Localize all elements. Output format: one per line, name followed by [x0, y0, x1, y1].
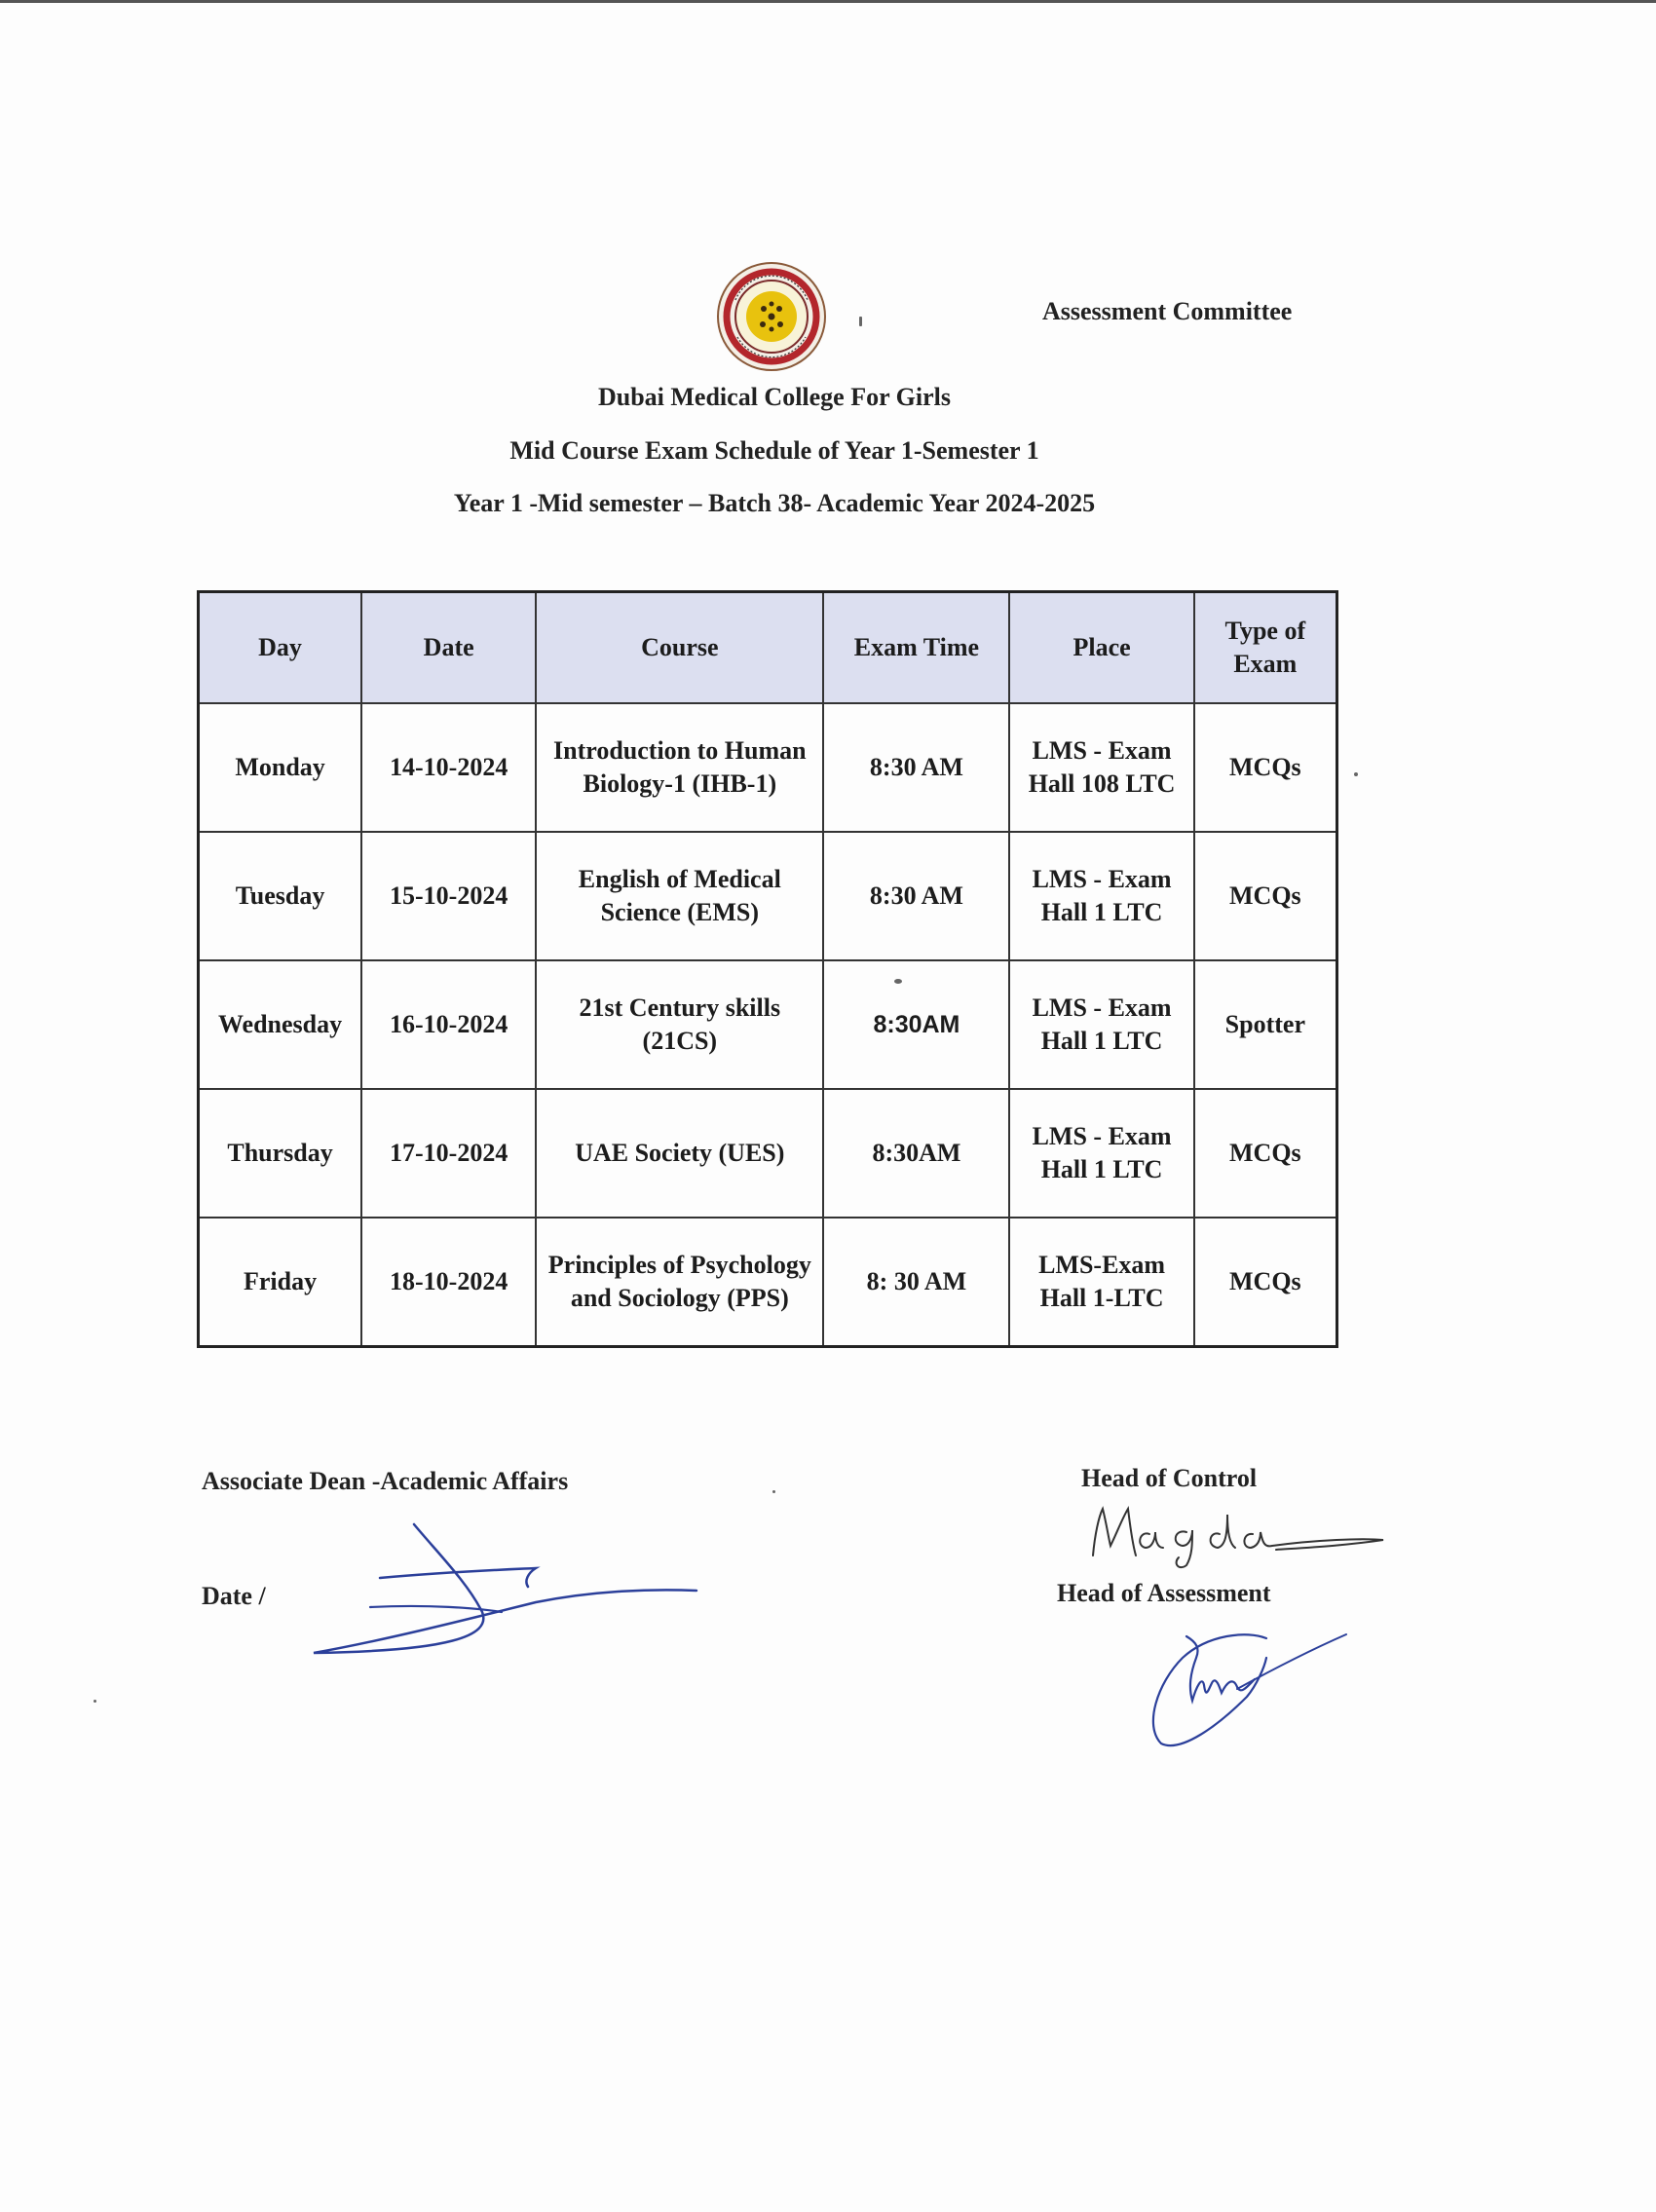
cell-type: Spotter [1194, 960, 1337, 1089]
head-of-assessment-signature [1140, 1629, 1354, 1755]
cell-place: LMS - Exam Hall 108 LTC [1009, 703, 1193, 832]
column-header-place: Place [1009, 592, 1193, 704]
schedule-title: Mid Course Exam Schedule of Year 1-Semester 1 [509, 436, 1039, 465]
scan-speck [94, 1700, 96, 1703]
scan-speck [1354, 772, 1358, 776]
college-seal-logo [716, 261, 827, 372]
table-row [199, 703, 1337, 832]
cell-day: Monday [199, 703, 362, 832]
cell-day: Wednesday [199, 960, 362, 1089]
cell-date: 18-10-2024 [361, 1218, 536, 1347]
cell-date: 17-10-2024 [361, 1089, 536, 1218]
column-header-date: Date [361, 592, 536, 704]
cell-date: 14-10-2024 [361, 703, 536, 832]
exam-schedule-table [197, 590, 1338, 1348]
column-header-course: Course [536, 592, 823, 704]
college-name: Dubai Medical College For Girls [597, 383, 952, 411]
cell-course: Introduction to Human Biology-1 (IHB-1) [536, 703, 823, 832]
table-row [199, 1218, 1337, 1347]
cell-type: MCQs [1194, 1089, 1337, 1218]
head-of-assessment-label: Head of Assessment [1057, 1579, 1271, 1607]
cell-type: MCQs [1194, 703, 1337, 832]
scan-speck [894, 979, 902, 984]
cell-day: Tuesday [199, 832, 362, 960]
column-header-exam-time: Exam Time [823, 592, 1009, 704]
cell-place: LMS - Exam Hall 1 LTC [1009, 832, 1193, 960]
cell-place: LMS - Exam Hall 1 LTC [1009, 1089, 1193, 1218]
cell-place: LMS-Exam Hall 1-LTC [1009, 1218, 1193, 1347]
cell-course: Principles of Psychology and Sociology (PPS) [536, 1218, 823, 1347]
cell-place: LMS - Exam Hall 1 LTC [1009, 960, 1193, 1089]
cell-exam-time: 8:30 AM [823, 832, 1009, 960]
date-label: Date / [202, 1582, 266, 1610]
table-row [199, 832, 1337, 960]
cell-course: UAE Society (UES) [536, 1089, 823, 1218]
assessment-committee-label: Assessment Committee [1042, 297, 1293, 325]
cell-date: 16-10-2024 [361, 960, 536, 1089]
cell-exam-time: 8:30AM [823, 1089, 1009, 1218]
head-of-control-label: Head of Control [1081, 1464, 1258, 1492]
dean-signature [302, 1515, 711, 1670]
schedule-subtitle: Year 1 -Mid semester – Batch 38- Academic Year 2024-2025 [453, 489, 1096, 517]
cell-type: MCQs [1194, 1218, 1337, 1347]
associate-dean-label: Associate Dean -Academic Affairs [202, 1467, 569, 1495]
table-header-row [199, 592, 1337, 704]
head-of-control-signature [1081, 1495, 1393, 1573]
column-header-type-of-exam: Type of Exam [1194, 592, 1337, 704]
cell-course: 21st Century skills (21CS) [536, 960, 823, 1089]
cell-day: Friday [199, 1218, 362, 1347]
cell-type: MCQs [1194, 832, 1337, 960]
cell-exam-time: 8: 30 AM [823, 1218, 1009, 1347]
page-top-edge [0, 0, 1656, 3]
table-row [199, 1089, 1337, 1218]
cell-date: 15-10-2024 [361, 832, 536, 960]
cell-course: English of Medical Science (EMS) [536, 832, 823, 960]
column-header-day: Day [199, 592, 362, 704]
scan-speck [772, 1490, 775, 1493]
scan-speck [859, 317, 862, 326]
cell-exam-time: 8:30 AM [823, 703, 1009, 832]
table-row [199, 960, 1337, 1089]
cell-exam-time: 8:30AM [823, 960, 1009, 1089]
cell-day: Thursday [199, 1089, 362, 1218]
